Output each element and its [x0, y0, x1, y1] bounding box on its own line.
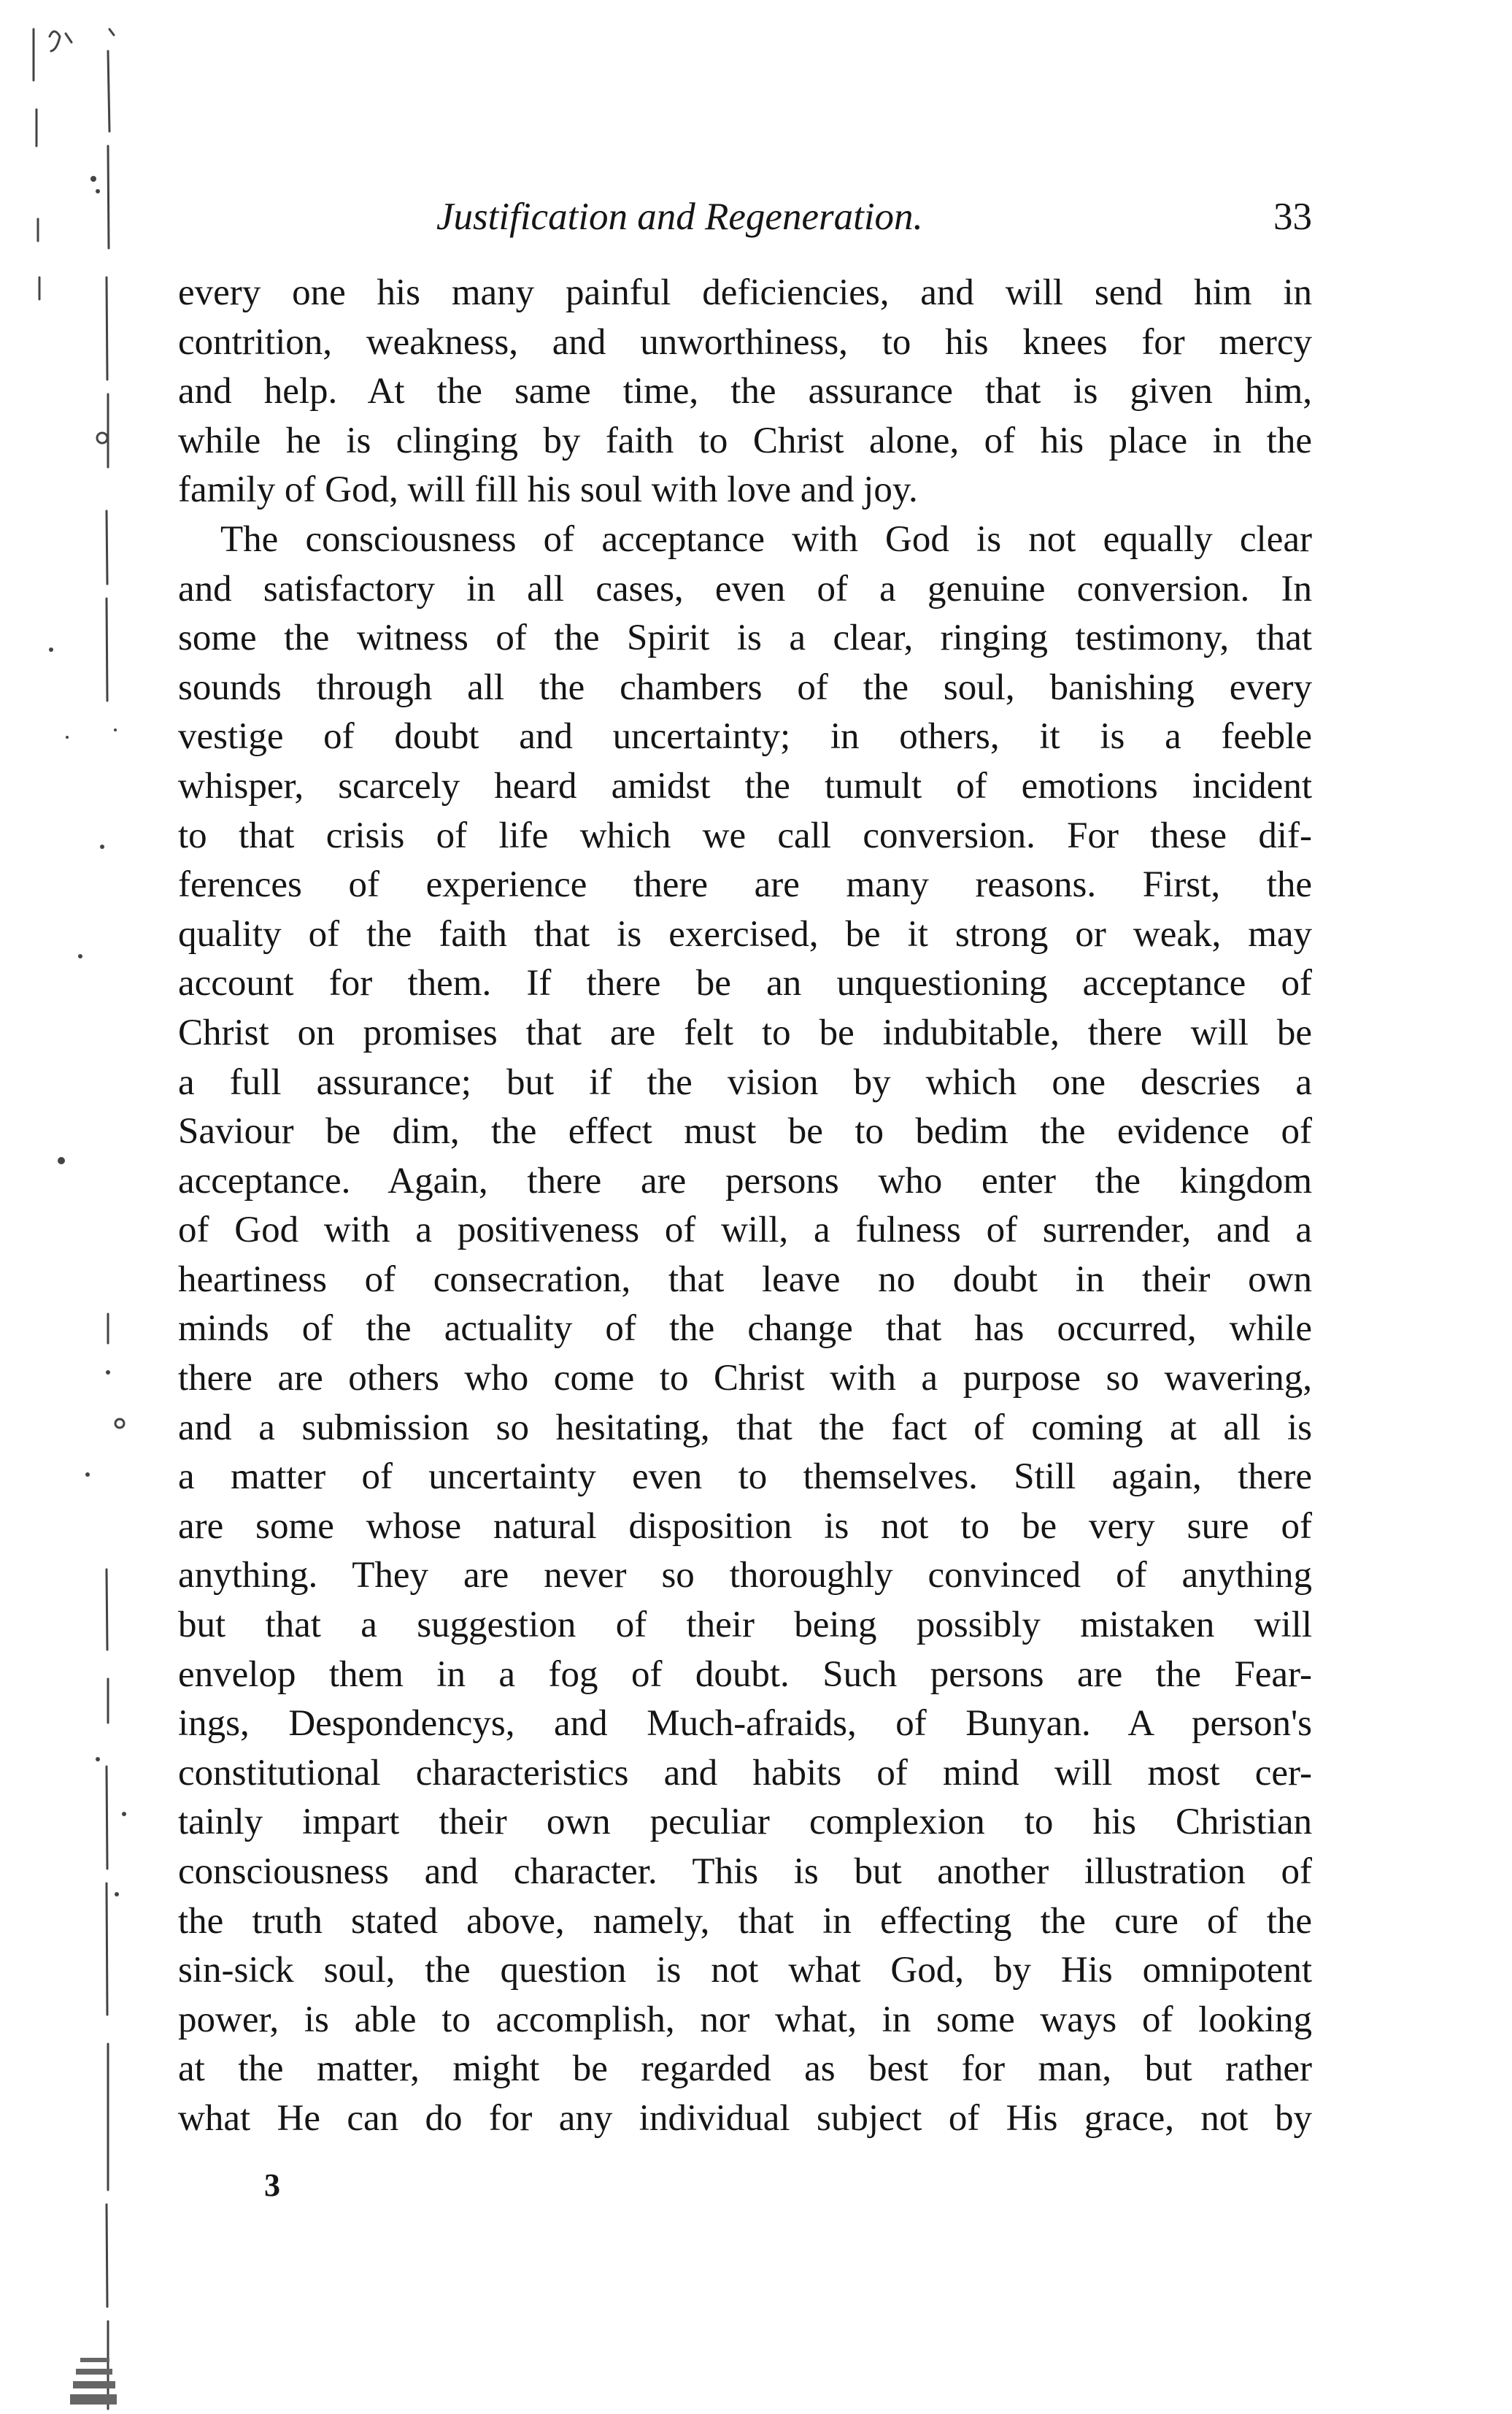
text-line: anything. They are never so thoroughly convinced of anything	[178, 1555, 1312, 1596]
text-line: sin-sick soul, the question is not what God, by His omnipotent	[178, 1950, 1312, 1991]
text-line: every one his many painful deficiencies, and will send him in	[178, 272, 1312, 313]
text-line: The consciousness of acceptance with God is not equally clear	[220, 518, 1312, 560]
page-number: 33	[1273, 196, 1312, 238]
text-line: and help. At the same time, the assurance that is given him,	[178, 371, 1312, 412]
text-line: tainly impart their own peculiar complexion to his Christian	[178, 1802, 1312, 1843]
text-line: what He can do for any individual subject of His grace, not by	[178, 2097, 1312, 2139]
text-line: contrition, weakness, and unworthiness, to his knees for mercy	[178, 321, 1312, 363]
scan-gutter-graphic	[22, 0, 131, 2414]
text-line: Saviour be dim, the effect must be to bedim the evidence of	[178, 1111, 1312, 1153]
running-head	[178, 191, 1312, 242]
text-line: but that a suggestion of their being possibly mistaken will	[178, 1604, 1312, 1646]
scan-gutter-marks	[22, 0, 131, 2414]
text-line: of God with a positiveness of will, a fulness of surrender, and a	[178, 1210, 1312, 1251]
text-line: account for them. If there be an unquestioning acceptance of	[178, 963, 1312, 1004]
text-line: ferences of experience there are many reasons. First, the	[178, 864, 1312, 906]
body-text	[178, 269, 1312, 2144]
running-title: Justification and Regeneration.	[436, 196, 923, 238]
text-line: family of God, will fill his soul with love and joy.	[178, 469, 918, 511]
text-line: envelop them in a fog of doubt. Such persons are the Fear-	[178, 1653, 1312, 1695]
text-line: power, is able to accomplish, nor what, in some ways of looking	[178, 1999, 1312, 2040]
text-line: the truth stated above, namely, that in effecting the cure of the	[178, 1900, 1312, 1942]
text-line: whisper, scarcely heard amidst the tumult of emotions incident	[178, 765, 1312, 807]
text-line: at the matter, might be regarded as best for man, but rather	[178, 2048, 1312, 2090]
text-line: ings, Despondencys, and Much-afraids, of Bunyan. A person's	[178, 1703, 1312, 1745]
text-line: heartiness of consecration, that leave no doubt in their own	[178, 1258, 1312, 1300]
signature-mark: 3	[264, 2167, 280, 2203]
text-line: while he is clinging by faith to Christ alone, of his place in the	[178, 420, 1312, 461]
text-line: minds of the actuality of the change that has occurred, while	[178, 1308, 1312, 1350]
text-line: some the witness of the Spirit is a clear, ringing testimony, that	[178, 618, 1312, 659]
text-line: are some whose natural disposition is not to be very sure of	[178, 1505, 1312, 1547]
text-line: and a submission so hesitating, that the fact of coming at all is	[178, 1407, 1312, 1448]
text-line: to that crisis of life which we call conversion. For these dif-	[178, 815, 1312, 856]
text-line: vestige of doubt and uncertainty; in others, it is a feeble	[178, 716, 1312, 758]
text-line: and satisfactory in all cases, even of a genuine conversion. In	[178, 568, 1312, 610]
text-line: a full assurance; but if the vision by which one descries a	[178, 1061, 1312, 1103]
text-line: Christ on promises that are felt to be indubitable, there will be	[178, 1012, 1312, 1053]
text-line: quality of the faith that is exercised, be it strong or weak, may	[178, 913, 1312, 955]
text-line: acceptance. Again, there are persons who enter the kingdom	[178, 1160, 1312, 1202]
text-line: a matter of uncertainty even to themselves. Still again, there	[178, 1456, 1312, 1498]
text-line: constitutional characteristics and habits of mind will most cer-	[178, 1752, 1312, 1794]
text-line: consciousness and character. This is but another illustration of	[178, 1851, 1312, 1892]
text-line: there are others who come to Christ with a purpose so wavering,	[178, 1358, 1312, 1399]
text-line: sounds through all the chambers of the soul, banishing every	[178, 666, 1312, 708]
